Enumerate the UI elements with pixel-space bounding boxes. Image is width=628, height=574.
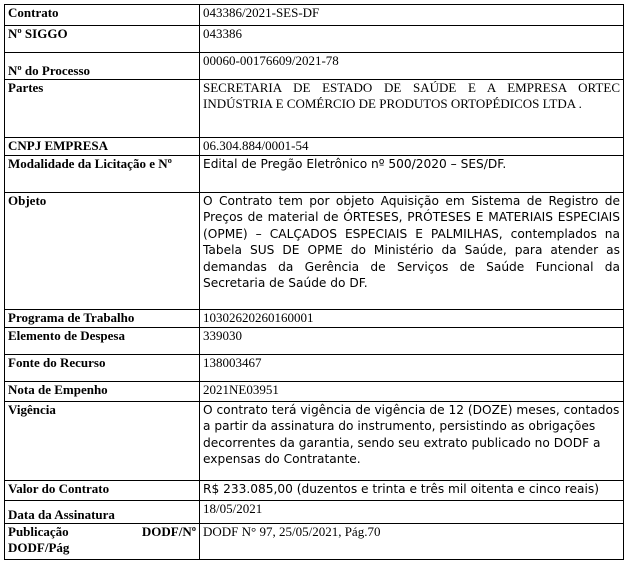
row-value-modalidade: Edital de Pregão Eletrônico nº 500/2020 – SES/DF. <box>200 156 624 193</box>
table-row <box>5 328 624 355</box>
row-value-partes: SECRETARIA DE ESTADO DE SAÚDE E A EMPRESA ORTEC INDÚSTRIA E COMÉRCIO DE PRODUTOS ORTOPÉDICOS LTDA . <box>200 80 624 138</box>
row-label-modalidade: Modalidade da Licitação e Nº <box>5 156 200 193</box>
row-label-cnpj: CNPJ EMPRESA <box>5 138 200 156</box>
table-row <box>5 382 624 402</box>
row-label-publicacao <box>5 524 200 560</box>
row-label-siggo: Nº SIGGO <box>5 26 200 53</box>
row-value-data-assinatura: 18/05/2021 <box>200 501 624 524</box>
publicacao-label-part-2: DODF/Nº <box>141 524 196 539</box>
row-value-processo: 00060-00176609/2021-78 <box>200 53 624 80</box>
row-value-programa: 10302620260160001 <box>200 310 624 328</box>
row-value-objeto: O Contrato tem por objeto Aquisição em Sistema de Registro de Preços de material de ÓRTESES, PRÓTESES E MATERIAIS ESPECIAIS (OPME) – CALÇADOS ESPECIAIS E PALMILHAS, contemplados na Tabela SUS DE OPME do Ministério da Saúde, para atender as demandas da Gerência de Serviços de Saúde Funcional da Secretaria de Saúde do DF. <box>200 193 624 310</box>
row-label-valor: Valor do Contrato <box>5 481 200 501</box>
row-label-data-assinatura: Data da Assinatura <box>5 501 200 524</box>
publicacao-label-part-1: Publicação <box>8 524 69 539</box>
table-row <box>5 524 624 560</box>
row-label-objeto: Objeto <box>5 193 200 310</box>
table-row <box>5 53 624 80</box>
table-row <box>5 5 624 26</box>
row-value-fonte: 138003467 <box>200 355 624 382</box>
table-row <box>5 80 624 138</box>
row-label-programa: Programa de Trabalho <box>5 310 200 328</box>
row-value-elemento: 339030 <box>200 328 624 355</box>
row-label-processo: Nº do Processo <box>5 53 200 80</box>
row-value-valor: R$ 233.085,00 (duzentos e trinta e três mil oitenta e cinco reais) <box>200 481 624 501</box>
row-label-partes: Partes <box>5 80 200 138</box>
table-row <box>5 138 624 156</box>
row-label-elemento: Elemento de Despesa <box>5 328 200 355</box>
row-value-publicacao: DODF N° 97, 25/05/2021, Pág.70 <box>200 524 624 560</box>
table-row <box>5 156 624 193</box>
publicacao-label-part-3: DODF/Pág <box>8 540 70 555</box>
contract-summary-table <box>4 4 624 560</box>
row-value-cnpj: 06.304.884/0001-54 <box>200 138 624 156</box>
table-row <box>5 355 624 382</box>
row-value-siggo: 043386 <box>200 26 624 53</box>
row-value-contrato: 043386/2021-SES-DF <box>200 5 624 26</box>
table-row <box>5 402 624 481</box>
table-row <box>5 310 624 328</box>
row-value-empenho: 2021NE03951 <box>200 382 624 402</box>
row-label-fonte: Fonte do Recurso <box>5 355 200 382</box>
table-row <box>5 481 624 501</box>
table-row <box>5 501 624 524</box>
row-label-empenho: Nota de Empenho <box>5 382 200 402</box>
table-row <box>5 193 624 310</box>
row-value-vigencia: O contrato terá vigência de vigência de 12 (DOZE) meses, contados a partir da assinatura do instrumento, persistindo as obrigações decorrentes da garantia, sendo seu extrato publicado no DODF a expensas do Contratante. <box>200 402 624 481</box>
row-label-vigencia: Vigência <box>5 402 200 481</box>
row-label-contrato: Contrato <box>5 5 200 26</box>
table-row <box>5 26 624 53</box>
